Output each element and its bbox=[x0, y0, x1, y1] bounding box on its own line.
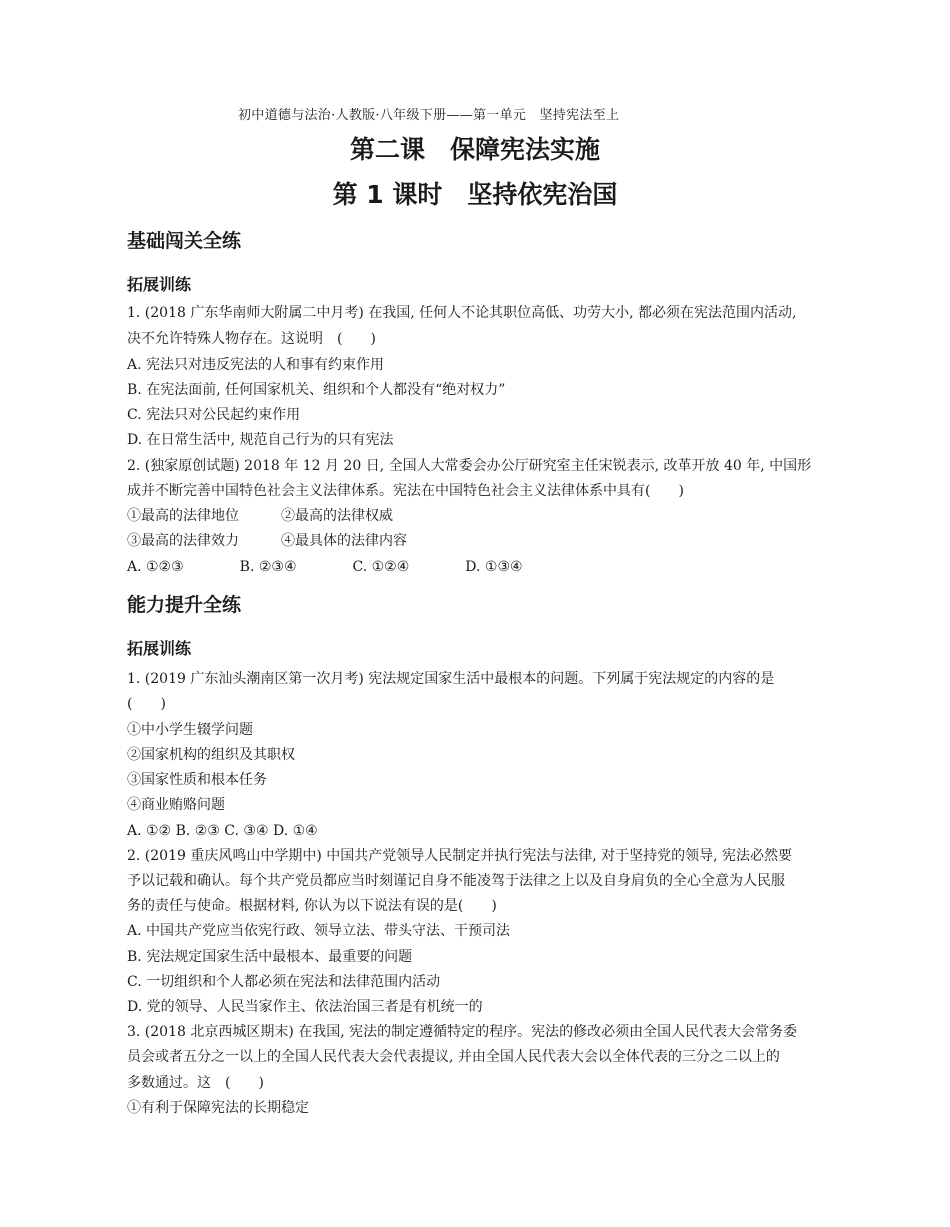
subheading-extension-1: 拓展训练 bbox=[127, 275, 192, 294]
question-line: 成并不断完善中国特色社会主义法律体系。宪法在中国特色社会主义法律体系中具有( ) bbox=[127, 483, 684, 499]
statement-line: ①有利于保障宪法的长期稳定 bbox=[127, 1100, 309, 1116]
question-line: 予以记载和确认。每个共产党员都应当时刻谨记自身不能凌驾于法律之上以及自身肩负的全心全意为人民服 bbox=[127, 873, 785, 889]
option-line: C. 一切组织和个人都必须在宪法和法律范围内活动 bbox=[127, 974, 441, 990]
option-line: D. 在日常生活中, 规范自己行为的只有宪法 bbox=[127, 432, 394, 448]
statement-line: ①最高的法律地位 ②最高的法律权威 bbox=[127, 508, 393, 524]
lesson-title: 第二课 保障宪法实施 bbox=[349, 135, 600, 164]
option-line: A. 宪法只对违反宪法的人和事有约束作用 bbox=[127, 357, 385, 373]
running-header: 初中道德与法治·人教版·八年级下册——第一单元 坚持宪法至上 bbox=[238, 108, 620, 123]
question-line: 1. (2018 广东华南师大附属二中月考) 在我国, 任何人不论其职位高低、功劳大小, 都必须在宪法范围内活动, bbox=[127, 305, 797, 321]
question-line: 2. (独家原创试题) 2018 年 12 月 20 日, 全国人大常委会办公厅研究室主任宋锐表示, 改革开放 40 年, 中国形 bbox=[127, 458, 812, 474]
question-line: 决不允许特殊人物存在。这说明 ( ) bbox=[127, 331, 376, 347]
statement-line: ②国家机构的组织及其职权 bbox=[127, 747, 295, 763]
section-heading-basic: 基础闯关全练 bbox=[127, 230, 242, 252]
question-line: 多数通过。这 ( ) bbox=[127, 1075, 264, 1091]
statement-line: ①中小学生辍学问题 bbox=[127, 722, 253, 738]
question-line: 1. (2019 广东汕头潮南区第一次月考) 宪法规定国家生活中最根本的问题。下列属于宪法规定的内容的是 bbox=[127, 671, 775, 687]
question-line: 务的责任与使命。根据材料, 你认为以下说法有误的是( ) bbox=[127, 898, 497, 914]
question-line: 2. (2019 重庆风鸣山中学期中) 中国共产党领导人民制定并执行宪法与法律, 对于坚持党的领导, 宪法必然要 bbox=[127, 848, 793, 864]
option-line: A. ①② B. ②③ C. ③④ D. ①④ bbox=[127, 823, 318, 839]
question-line: 员会或者五分之一以上的全国人民代表大会代表提议, 并由全国人民代表大会以全体代表的三分之二以上的 bbox=[127, 1049, 780, 1065]
option-line: D. 党的领导、人民当家作主、依法治国三者是有机统一的 bbox=[127, 999, 483, 1015]
question-line: 3. (2018 北京西城区期末) 在我国, 宪法的制定遵循特定的程序。宪法的修改必须由全国人民代表大会常务委 bbox=[127, 1024, 798, 1040]
statement-line: ③国家性质和根本任务 bbox=[127, 772, 267, 788]
option-line: A. ①②③ B. ②③④ C. ①②④ D. ①③④ bbox=[127, 559, 523, 575]
option-line: A. 中国共产党应当依宪行政、领导立法、带头守法、干预司法 bbox=[127, 923, 511, 939]
question-line: ( ) bbox=[127, 696, 166, 712]
statement-line: ④商业贿赂问题 bbox=[127, 797, 225, 813]
session-title: 第 1 课时 坚持依宪治国 bbox=[332, 180, 618, 209]
section-heading-advanced: 能力提升全练 bbox=[127, 594, 242, 616]
option-line: B. 宪法规定国家生活中最根本、最重要的问题 bbox=[127, 949, 413, 965]
option-line: C. 宪法只对公民起约束作用 bbox=[127, 407, 301, 423]
subheading-extension-2: 拓展训练 bbox=[127, 639, 192, 658]
option-line: B. 在宪法面前, 任何国家机关、组织和个人都没有“绝对权力” bbox=[127, 382, 506, 398]
statement-line: ③最高的法律效力 ④最具体的法律内容 bbox=[127, 533, 407, 549]
